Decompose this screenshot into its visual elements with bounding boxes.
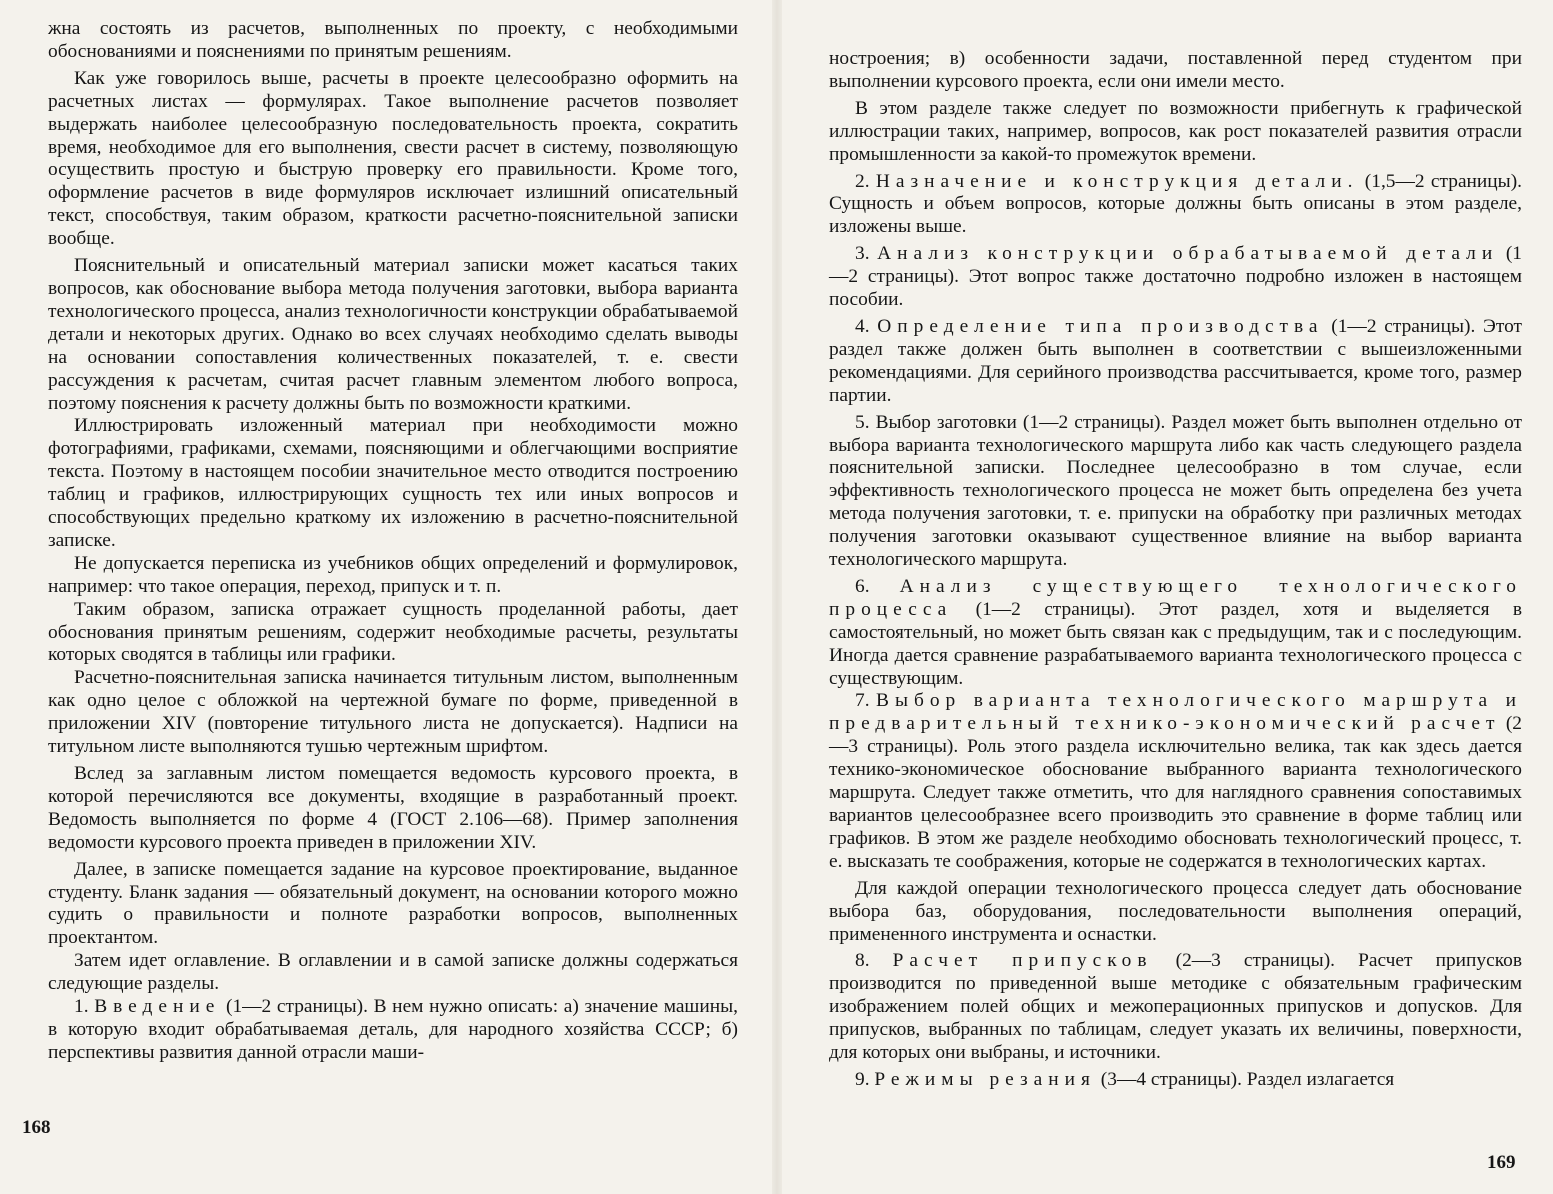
paragraph (48, 18, 738, 64)
section-title: Режимы резания (874, 1068, 1096, 1090)
paragraph (48, 950, 738, 996)
left-page (0, 0, 770, 1194)
text-run: (2—3 страницы). Роль этого раздела исключительно велика, так как здесь дается технико-экономическое обоснование выбранного варианта технологического маршрута. Следует также отметить, что для наглядного сравнения сопоставимых вариантов целесообразнее всего производить это сравнение в форме таблиц или графиков. В этом же разделе необходимо обосновать технологический процесс, т. е. высказать те соображения, которые не содержатся в технологических картах. (829, 713, 1522, 872)
text-run: 1. (74, 996, 95, 1018)
right-page (785, 0, 1553, 1194)
text-run: Затем идет оглавление. В оглавлении и в самой записке должны содержаться следующие разделы. (48, 950, 738, 995)
text-run: (1—2 страницы). В нем нужно описать: а) значение машины, в которую входит обрабатываемая деталь, для народного хозяйства СССР; б) перспективы развития данной отрасли маши- (48, 996, 738, 1063)
right-text-column (829, 48, 1522, 1092)
text-run: 3. (855, 243, 878, 265)
text-run: 2. (855, 170, 876, 192)
section-heading-paragraph (829, 316, 1522, 408)
paragraph (829, 98, 1522, 167)
text-run: (1—2 страницы). Этот раздел также должен быть выполнен в соответствии с вышеизложенными рекомендациями. Для серийного производства рассчитывается, кроме того, размер партии. (829, 315, 1522, 406)
section-title: Расчет припусков (892, 950, 1153, 972)
left-text-column (48, 18, 738, 1065)
page-number: 169 (1487, 1152, 1516, 1173)
text-run: Для каждой операции технологического процесса следует дать обоснование выбора баз, оборудования, последовательности выполнения операций, примененного инструмента и оснастки. (829, 877, 1522, 945)
paragraph (48, 763, 738, 855)
section-heading-paragraph (48, 996, 738, 1065)
text-run: 9. (855, 1068, 875, 1090)
paragraph (829, 48, 1522, 94)
paragraph (48, 68, 738, 251)
section-heading-paragraph (829, 690, 1522, 873)
text-run: Пояснительный и описательный материал записки может касаться таких вопросов, как обоснование выбора метода получения заготовки, выбора варианта технологического процесса, анализ технологичности конструкции обрабатываемой детали и некоторых других. Однако во всех случаях необходимо сделать выводы на основании сопоставления количественных показателей, т. е. свести рассуждения к расчетам, считая расчет главным элементом любого вопроса, поэтому пояснения к расчету должны быть по возможности краткими. (48, 255, 738, 414)
text-run: Таким образом, записка отражает сущность проделанной работы, дает обоснования принятым решениям, содержит необходимые расчеты, результаты которых сводятся в таблицы или графики. (48, 598, 738, 666)
text-run: 5. Выбор заготовки (1—2 страницы). Раздел может быть выполнен отдельно от выбора варианта технологического маршрута либо как часть следующего раздела пояснительной записки. Последнее целесообразно в том случае, если эффективность технологического процесса не может быть определена без учета метода получения заготовки, т. е. припуски на обработку при различных методах получения заготовки оказывают существенное влияние на выбор варианта технологического маршрута. (829, 411, 1522, 571)
text-run: 7. (855, 690, 877, 712)
text-run: В этом разделе также следует по возможности прибегнуть к графической иллюстрации таких, например, вопросов, как рост показателей развития отрасли промышленности за какой-то промежуток времени. (829, 97, 1522, 165)
text-run: (2—3 страницы). Расчет припусков производится по приведенной выше методике с обязательным графическим изображением полей общих и межоперационных припусков и допусков. Для припусков, выбранных по таблицам, следует указать их величины, поверхности, для которых они выбраны, и источники. (829, 950, 1522, 1064)
text-run: Иллюстрировать изложенный материал при необходимости можно фотографиями, графиками, схемами, поясняющими и облегчающими восприятие текста. Поэтому в настоящем пособии значительное место отводится построению таблиц и графиков, иллюстрирующих сущность тех или иных вопросов и способствующих предельно краткому их изложению в расчетно-пояснительной записке. (48, 415, 738, 551)
section-heading-paragraph (829, 1069, 1522, 1092)
text-run: Не допускается переписка из учебников общих определений и формулировок, например: что такое операция, переход, припуск и т. п. (48, 552, 738, 597)
text-run: 6. (855, 575, 900, 597)
text-run: Как уже говорилось выше, расчеты в проекте целесообразно оформить на расчетных листах — формулярах. Такое выполнение расчетов позволяет выдержать наиболее целесообразную последовательность проекта, сократить время, необходимое для его выполнения, свести расчет в систему, позволяющую осуществить простую и быструю проверку его правильности. Кроме того, оформление расчетов в виде формуляров исключает излишний описательный текст, способствуя, таким образом, краткости расчетно-пояснительной записки вообще. (48, 67, 738, 250)
text-run: (1—2 страницы). Этот раздел, хотя и выделяется в самостоятельный, но может быть связан как с предыдущим, так и с последующим. Иногда дается сравнение разрабатываемого варианта технологического процесса с существующим. (829, 598, 1522, 689)
text-run: Далее, в записке помещается задание на курсовое проектирование, выданное студенту. Бланк задания — обязательный документ, на основании которого можно судить о правильности и полноте разработки вопросов, выполненных проектантом. (48, 858, 738, 949)
section-title: Выбор варианта технологического маршрута и предварительный технико-экономический расчет (829, 690, 1522, 735)
section-heading-paragraph (829, 576, 1522, 691)
section-heading-paragraph (829, 243, 1522, 312)
section-title: Анализ конструкции обрабатываемой детали (877, 243, 1499, 265)
text-run: Расчетно-пояснительная записка начинается титульным листом, выполненным как одно целое с обложкой на чертежной бумаге по форме, приведенной в приложении XIV (повторение титульного листа не допускается). Надписи на титульном листе выполняются тушью чертежным шрифтом. (48, 667, 738, 758)
paragraph (48, 415, 738, 552)
page-number: 168 (22, 1117, 51, 1138)
section-title: Анализ существующего технологического процесса (829, 575, 1523, 620)
section-title: Определение типа производства (877, 315, 1324, 337)
book-gutter (772, 0, 782, 1194)
section-heading-paragraph (829, 950, 1522, 1065)
text-run: жна состоять из расчетов, выполненных по проекту, с необходимыми обоснованиями и пояснениями по принятым решениям. (48, 18, 738, 62)
paragraph (829, 412, 1522, 572)
text-run: Вслед за заглавным листом помещается ведомость курсового проекта, в которой перечисляются все документы, входящие в разработанный проект. Ведомость выполняется по форме 4 (ГОСТ 2.106—68). Пример заполнения ведомости курсового проекта приведен в приложении XIV. (48, 763, 738, 853)
text-run: ностроения; в) особенности задачи, поставленной перед студентом при выполнении курсового проекта, если они имели место. (829, 48, 1522, 92)
text-run: 4. (855, 315, 878, 337)
section-title: Назначение и конструкция детали. (875, 170, 1359, 192)
section-heading-paragraph (829, 171, 1522, 240)
paragraph (48, 599, 738, 668)
paragraph (829, 878, 1522, 947)
text-run: (1—2 страницы). Этот вопрос также достаточно подробно изложен в настоящем пособии. (829, 243, 1522, 311)
text-run: (3—4 страницы). Раздел излагается (1095, 1068, 1395, 1090)
section-title: Введение (94, 996, 221, 1018)
paragraph (48, 667, 738, 759)
text-run: (1,5—2 страницы). Сущность и объем вопросов, которые должны быть описаны в этом разделе, изложены выше. (829, 170, 1523, 238)
paragraph (48, 859, 738, 951)
paragraph (48, 255, 738, 415)
paragraph (48, 553, 738, 599)
text-run: 8. (855, 950, 893, 972)
